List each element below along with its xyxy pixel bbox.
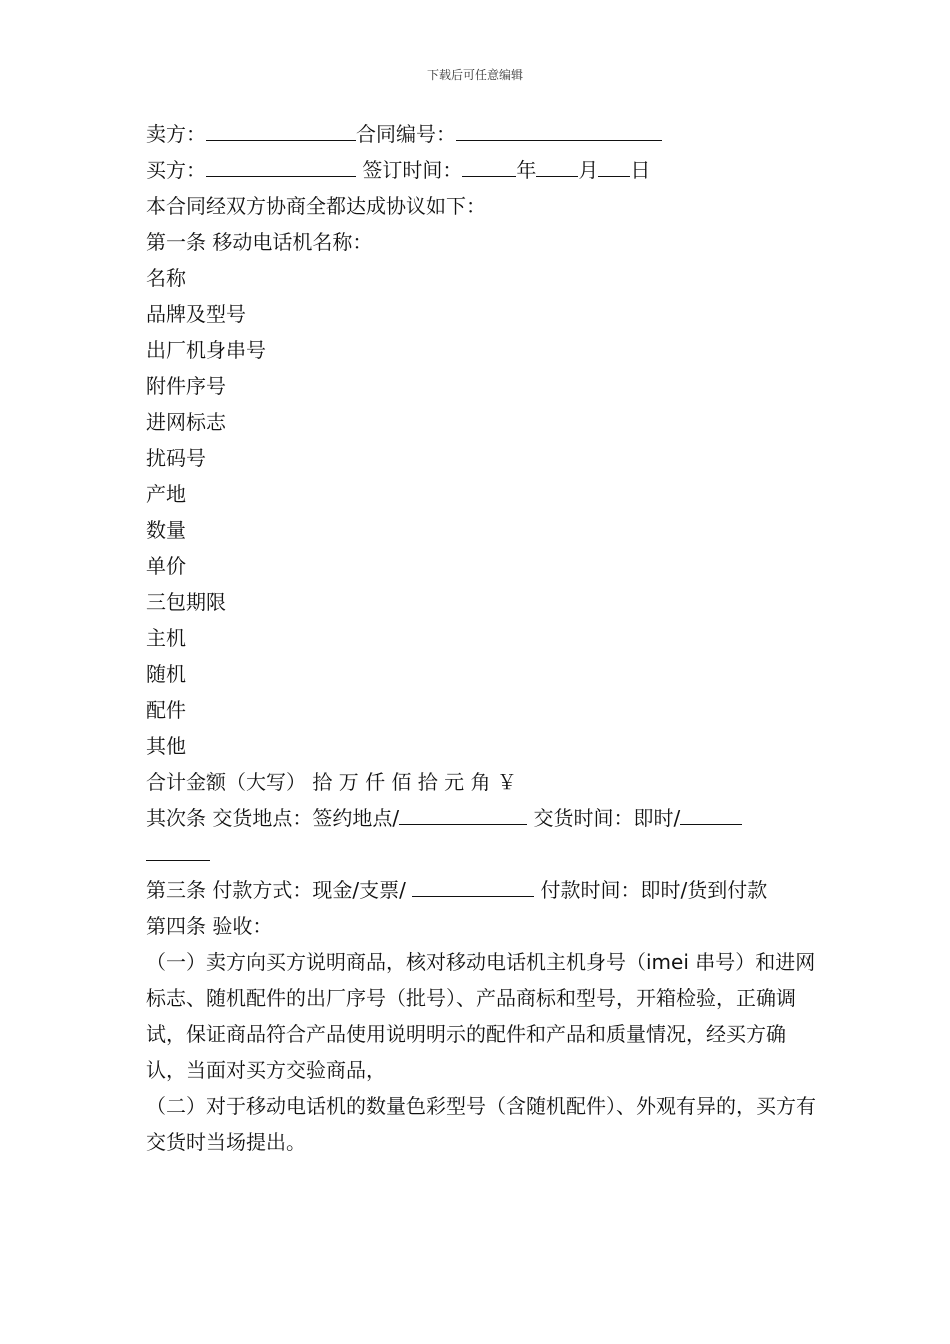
delivery-place-blank[interactable] bbox=[399, 802, 527, 825]
intro-line: 本合同经双方协商全都达成协议如下： bbox=[146, 194, 486, 218]
month-blank[interactable] bbox=[536, 154, 578, 177]
article2-continuation bbox=[146, 836, 816, 872]
clause-1: （一）卖方向买方说明商品，核对移动电话机主机身号（imei 串号）和进网标志、随机配件的出厂序号（批号）、产品商标和型号，开箱检验，正确调试，保证商品符合产品使用说明明示的配件和产品和质量情况，经买方确认，当面对买方交验商品， bbox=[146, 950, 816, 1082]
article4-title: 第四条 验收： bbox=[146, 914, 273, 938]
item-serial-number: 出厂机身串号 bbox=[146, 338, 266, 362]
item-accessory-serial: 附件序号 bbox=[146, 374, 226, 398]
item-other: 其他 bbox=[146, 734, 186, 758]
article2-line bbox=[146, 800, 816, 836]
buyer-blank[interactable] bbox=[206, 154, 356, 177]
seller-blank[interactable] bbox=[206, 118, 356, 141]
clause-2: （二）对于移动电话机的数量色彩型号（含随机配件）、外观有异的，买方有交货时当场提出。 bbox=[146, 1094, 816, 1154]
day-label: 日 bbox=[630, 158, 651, 182]
item-warranty-period: 三包期限 bbox=[146, 590, 226, 614]
item-bundled: 随机 bbox=[146, 662, 186, 686]
sign-time-label: 签订时间： bbox=[362, 158, 463, 182]
article2-time-label: 交货时间：即时/ bbox=[527, 806, 681, 830]
item-origin: 产地 bbox=[146, 482, 186, 506]
article1-title: 第一条 移动电话机名称： bbox=[146, 230, 373, 254]
article3-suffix: 付款时间：即时/货到付款 bbox=[534, 878, 768, 902]
buyer-line bbox=[146, 152, 816, 188]
contract-no-blank[interactable] bbox=[456, 118, 662, 141]
item-quantity: 数量 bbox=[146, 518, 186, 542]
item-brand-model: 品牌及型号 bbox=[146, 302, 246, 326]
seller-line bbox=[146, 116, 816, 152]
item-unit-price: 单价 bbox=[146, 554, 186, 578]
total-amount-line: 合计金额（大写） 拾 万 仟 佰 拾 元 角 ￥ bbox=[146, 770, 517, 794]
delivery-time-blank[interactable] bbox=[680, 802, 742, 825]
contract-body bbox=[146, 116, 816, 1160]
item-network-mark: 进网标志 bbox=[146, 410, 226, 434]
contract-no-label: 合同编号： bbox=[356, 122, 456, 146]
year-blank[interactable] bbox=[462, 154, 516, 177]
item-scramble-code: 扰码号 bbox=[146, 446, 206, 470]
month-label: 月 bbox=[578, 158, 599, 182]
year-label: 年 bbox=[516, 158, 537, 182]
article2-prefix: 其次条 交货地点：签约地点/ bbox=[146, 806, 400, 830]
item-host: 主机 bbox=[146, 626, 186, 650]
article3-paragraph bbox=[146, 872, 816, 908]
item-accessories: 配件 bbox=[146, 698, 186, 722]
article3-prefix: 第三条 付款方式：现金/支票/ bbox=[146, 878, 413, 902]
delivery-time-blank-continued[interactable] bbox=[146, 838, 210, 861]
buyer-label: 买方： bbox=[146, 158, 206, 182]
page-header-note: 下载后可任意编辑 bbox=[426, 68, 523, 82]
seller-label: 卖方： bbox=[146, 122, 206, 146]
day-blank[interactable] bbox=[598, 154, 630, 177]
payment-method-blank[interactable] bbox=[412, 874, 534, 897]
item-name: 名称 bbox=[146, 266, 186, 290]
